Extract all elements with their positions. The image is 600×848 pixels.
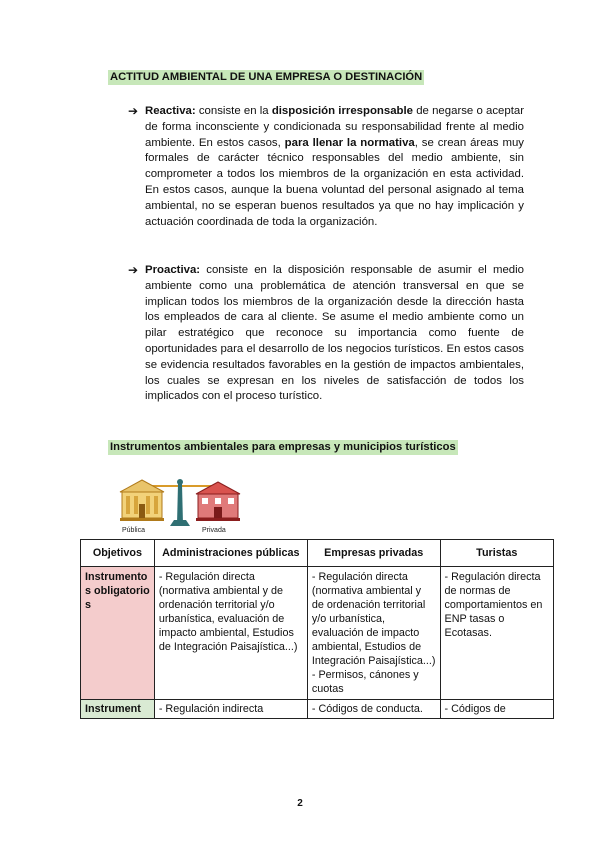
bullet-text [145,263,524,405]
instruments-table [80,539,554,719]
private-label: Privada [202,527,226,534]
row-label-obligatorios: Instrumentos obligatorios [81,567,155,700]
emphasis: disposición irresponsable [271,105,414,117]
scale-post [177,484,183,524]
table-cell: - Códigos de conducta. [307,700,440,719]
text-fragment: de negarse o aceptar de forma inconsciente y condicionada su responsabilidad frente al medio ambiente. En estos casos, [145,105,525,149]
header-empresas: Empresas privadas [307,540,440,567]
arrow-bullet-icon: ➔ [128,104,139,118]
table-row [81,700,554,719]
scale-base [170,520,190,526]
section-heading-instruments: Instrumentos ambientales para empresas y municipios turísticos [110,441,456,453]
section-heading-attitude: ACTITUD AMBIENTAL DE UNA EMPRESA O DESTINACIÓN [110,71,423,83]
bullet-text [145,104,524,230]
text-fragment: consiste en la disposición responsable de asumir el medio ambiente como una problemática de atención transversal en que se implican todos los miembros de la organización desde la dirección hasta los empleados de cara al cliente. Se asume el medio ambiente como un pilar estratégico que reconoce su importancia como fuente de oportunidades para el desarrollo de los negocios turísticos. En estos casos se evidencia resultados favorables en la gestión de impactos ambientales, los cuales se expresan en los niveles de satisfacción de todos los implicados con el proceso turístico. [145,264,524,403]
cell-text-extra: - Permisos, cánones y cuotas [311,669,419,695]
header-turistas: Turistas [440,540,553,567]
table-row [81,567,554,700]
table-header-row [81,540,554,567]
header-administraciones: Administraciones públicas [154,540,307,567]
text-fragment: , se crean áreas muy formales de carácter técnico responsables del medio ambiente, sin comprometer a todos los miembros de la organización en esta actividad. En estos casos, aunque la buena voluntad del personal asignado al tema ambiental, no se esperan buenos resultados ya que no hay implicación y actuación coordinada de toda la organización. [145,136,524,228]
table-cell: - Regulación indirecta [154,700,307,719]
term-proactiva: Proactiva: [145,264,201,276]
public-label: Pública [122,527,145,534]
table-cell: - Regulación directa de normas de comportamientos en ENP tasas o Ecotasas. [440,567,553,700]
private-building-icon [196,482,240,521]
table-cell: - Códigos de [440,700,553,719]
page-number: 2 [297,798,303,809]
bullet-reactiva [128,104,524,230]
term-reactiva: Reactiva: [145,105,196,117]
table-cell: - Regulación directa (normativa ambiental y de ordenación territorial y/o urbanística, evaluación de impacto ambiental, Estudios de Integración Paisajística...) [154,567,307,700]
table-cell [307,567,440,700]
arrow-bullet-icon: ➔ [128,263,139,277]
cell-text: - Regulación directa (normativa ambiental y de ordenación territorial y/o urbanística, evaluación de impacto ambiental, Estudios de Integración Paisajística...) [311,571,436,667]
bullet-proactiva [128,263,524,405]
header-objetivos: Objetivos [81,540,155,567]
balance-scale-illustration [112,470,248,534]
emphasis: para llenar la normativa [284,136,415,149]
text-fragment: consiste en la [195,105,272,117]
row-label-instrument: Instrument [81,700,155,719]
